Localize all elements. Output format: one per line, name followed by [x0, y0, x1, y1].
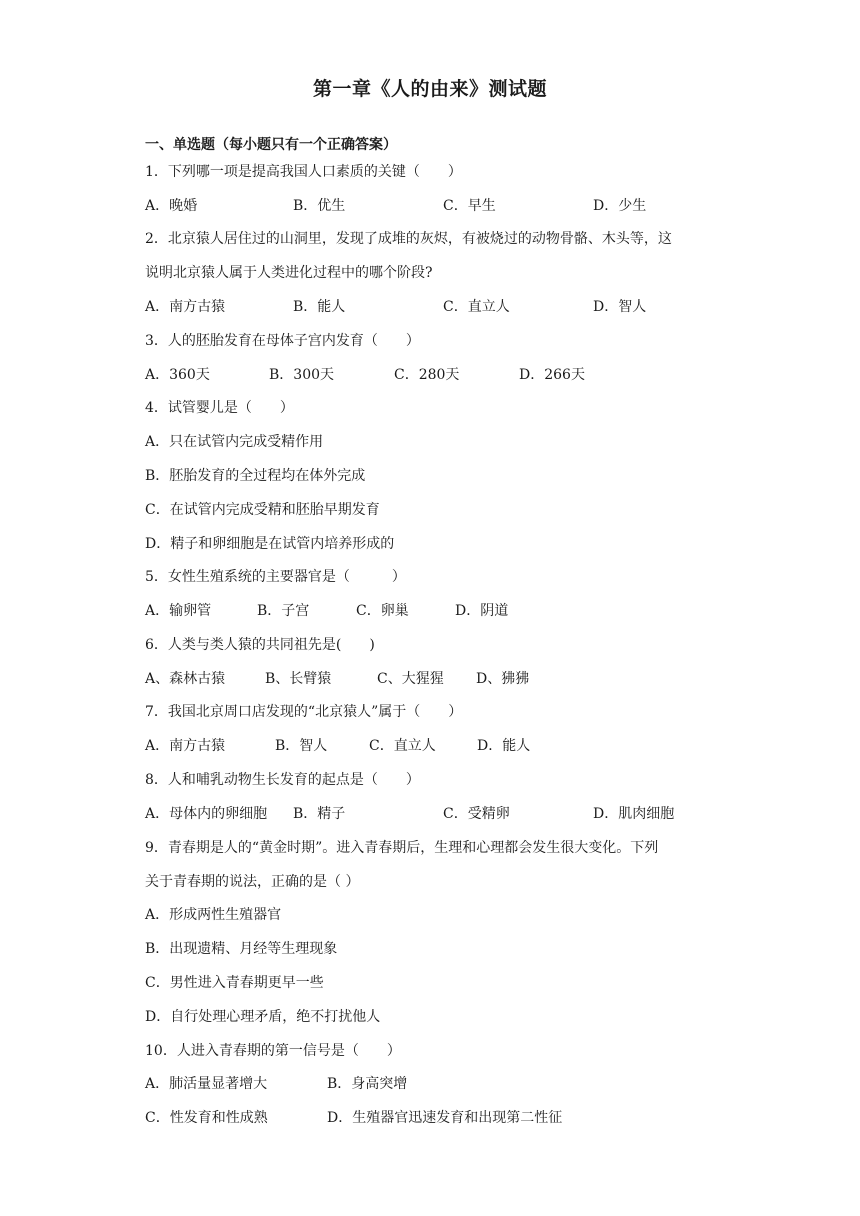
question-1-stem: 1．下列哪一项是提高我国人口素质的关键（ ） — [145, 164, 462, 180]
question-8-option-c: C．受精卵 — [443, 806, 510, 822]
question-8-option-a: A．母体内的卵细胞 — [145, 806, 268, 822]
question-2-option-d: D．智人 — [593, 299, 647, 315]
question-2-option-b: B．能人 — [293, 299, 346, 315]
question-4-option-c: C．在试管内完成受精和胚胎早期发育 — [145, 502, 380, 518]
question-10-option-b: B．身高突增 — [327, 1076, 408, 1092]
question-7-option-a: A．南方古猿 — [145, 738, 226, 754]
question-6-stem: 6．人类与类人猿的共同祖先是( ) — [145, 637, 375, 653]
question-4-option-b: B．胚胎发育的全过程均在体外完成 — [145, 468, 366, 484]
question-5-option-d: D．阴道 — [455, 603, 509, 619]
page-title: 第一章《人的由来》测试题 — [312, 78, 547, 100]
question-5-option-a: A．输卵管 — [145, 603, 212, 619]
question-9-option-a: A．形成两性生殖器官 — [145, 907, 282, 923]
question-8-option-d: D．肌肉细胞 — [593, 806, 675, 822]
question-9-option-c: C．男性进入青春期更早一些 — [145, 975, 324, 991]
question-9-option-d: D．自行处理心理矛盾，绝不打扰他人 — [145, 1009, 381, 1025]
question-10-option-a: A．肺活量显著增大 — [145, 1076, 268, 1092]
question-8-stem: 8．人和哺乳动物生长发育的起点是（ ） — [145, 772, 420, 788]
question-10-option-c: C．性发育和性成熟 — [145, 1110, 268, 1126]
question-4-option-d: D．精子和卵细胞是在试管内培养形成的 — [145, 536, 395, 552]
question-7-option-c: C．直立人 — [369, 738, 436, 754]
question-7-option-b: B．智人 — [275, 738, 328, 754]
question-9-option-b: B．出现遗精、月经等生理现象 — [145, 941, 338, 957]
section-heading: 一、单选题（每小题只有一个正确答案） — [145, 137, 397, 153]
question-2-option-a: A．南方古猿 — [145, 299, 226, 315]
question-9-stem-line-1: 9．青春期是人的“黄金时期”。进入青春期后，生理和心理都会发生很大变化。下列 — [145, 840, 659, 856]
question-1-option-d: D．少生 — [593, 198, 647, 214]
question-8-option-b: B．精子 — [293, 806, 346, 822]
question-6-option-d: D、狒狒 — [476, 671, 530, 687]
question-4-option-a: A．只在试管内完成受精作用 — [145, 434, 324, 450]
question-2-stem-line-1: 2．北京猿人居住过的山洞里，发现了成堆的灰烬，有被烧过的动物骨骼、木头等，这 — [145, 231, 672, 247]
question-6-option-a: A、森林古猿 — [145, 671, 226, 687]
question-3-stem: 3．人的胚胎发育在母体子宫内发育（ ） — [145, 333, 420, 349]
question-3-option-c: C．280天 — [394, 367, 460, 383]
question-4-stem: 4．试管婴儿是（ ） — [145, 400, 294, 416]
question-2-option-c: C．直立人 — [443, 299, 510, 315]
question-2-stem-line-2: 说明北京猿人属于人类进化过程中的哪个阶段? — [145, 265, 433, 281]
question-3-option-b: B．300天 — [269, 367, 335, 383]
question-7-option-d: D．能人 — [477, 738, 531, 754]
question-3-option-a: A．360天 — [145, 367, 210, 383]
question-1-option-b: B．优生 — [293, 198, 346, 214]
question-10-option-d: D．生殖器官迅速发育和出现第二性征 — [327, 1110, 563, 1126]
question-1-option-c: C．早生 — [443, 198, 496, 214]
question-5-stem: 5．女性生殖系统的主要器官是（ ） — [145, 569, 406, 585]
question-5-option-b: B．子宫 — [257, 603, 310, 619]
question-1-option-a: A．晚婚 — [145, 198, 198, 214]
question-7-stem: 7．我国北京周口店发现的“北京猿人”属于（ ） — [145, 704, 463, 720]
question-3-option-d: D．266天 — [519, 367, 585, 383]
question-6-option-b: B、长臂猿 — [265, 671, 332, 687]
question-6-option-c: C、大猩猩 — [377, 671, 444, 687]
question-5-option-c: C．卵巢 — [356, 603, 409, 619]
question-9-stem-line-2: 关于青春期的说法，正确的是（ ） — [145, 874, 360, 890]
question-10-stem: 10．人进入青春期的第一信号是（ ） — [145, 1043, 401, 1059]
